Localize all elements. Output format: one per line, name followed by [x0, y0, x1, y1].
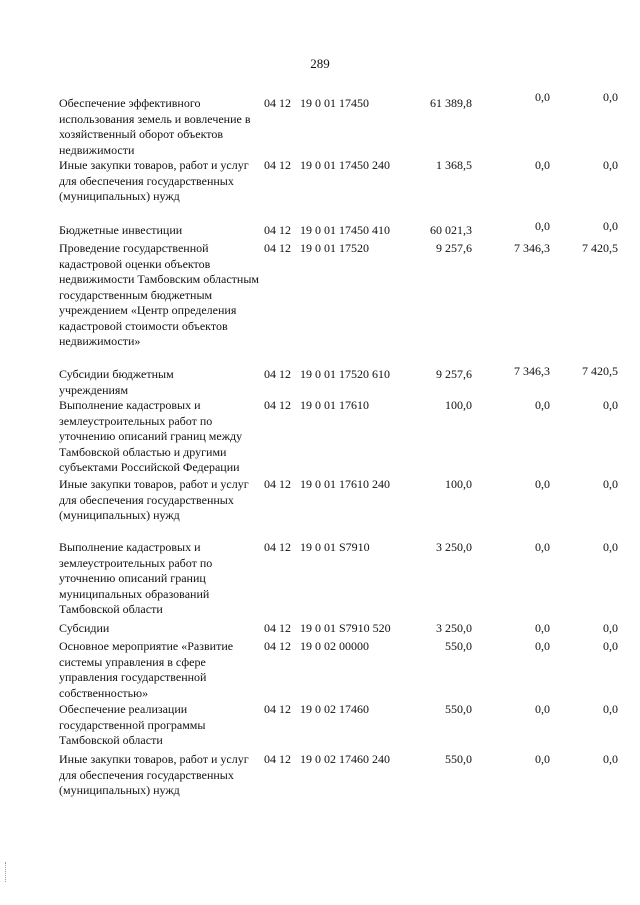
target-code: 19 0 02 17460 240	[300, 752, 390, 766]
amount-2024: 0,0	[603, 540, 618, 554]
amount-2024: 7 420,5	[582, 241, 618, 255]
section-code: 04 12	[264, 752, 291, 766]
amount-2022: 550,0	[445, 702, 472, 716]
section-code: 04 12	[264, 367, 291, 381]
amount-2024: 0,0	[603, 219, 618, 233]
amount-2023: 0,0	[535, 90, 550, 104]
target-code: 19 0 01 17450 410	[300, 223, 390, 237]
target-code: 19 0 01 S7910 520	[300, 621, 391, 635]
amount-2022: 550,0	[445, 752, 472, 766]
amount-2022: 3 250,0	[436, 540, 472, 554]
amount-2024: 0,0	[603, 702, 618, 716]
amount-2023: 0,0	[535, 477, 550, 491]
row-name: Иные закупки товаров, работ и услуг для обеспечения государственных (муниципальных) нужд	[59, 158, 249, 203]
amount-2022: 100,0	[445, 398, 472, 412]
amount-2022: 9 257,6	[436, 367, 472, 381]
row-name: Субсидии бюджетным учреждениям	[59, 367, 174, 397]
amount-2024: 7 420,5	[582, 364, 618, 378]
section-code: 04 12	[264, 621, 291, 635]
amount-2022: 3 250,0	[436, 621, 472, 635]
section-code: 04 12	[264, 158, 291, 172]
amount-2022: 100,0	[445, 477, 472, 491]
row-name: Выполнение кадастровых и землеустроительных работ по уточнению описаний границ между Тамбовской областью и другими субъектами Российской Федерации	[59, 398, 243, 474]
row-name: Обеспечение эффективного использования земель и вовлечение в хозяйственный оборот объектов недвижимости	[59, 96, 251, 157]
amount-2023: 0,0	[535, 639, 550, 653]
amount-2022: 61 389,8	[430, 96, 472, 110]
amount-2022: 60 021,3	[430, 223, 472, 237]
amount-2023: 7 346,3	[514, 241, 550, 255]
section-code: 04 12	[264, 702, 291, 716]
row-name: Выполнение кадастровых и землеустроительных работ по уточнению описаний границ муниципальных образований Тамбовской области	[59, 540, 213, 616]
amount-2023: 0,0	[535, 540, 550, 554]
section-code: 04 12	[264, 540, 291, 554]
amount-2023: 7 346,3	[514, 364, 550, 378]
row-name: Субсидии	[59, 621, 110, 635]
amount-2023: 0,0	[535, 621, 550, 635]
page-number: 289	[310, 56, 330, 71]
row-name: Бюджетные инвестиции	[59, 223, 183, 237]
amount-2022: 9 257,6	[436, 241, 472, 255]
section-code: 04 12	[264, 241, 291, 255]
section-code: 04 12	[264, 639, 291, 653]
row-name: Основное мероприятие «Развитие системы управления в сфере управления государственной собственностью»	[59, 639, 234, 700]
row-name: Проведение государственной кадастровой оценки объектов недвижимости Тамбовским областным государственным бюджетным учреждением «Центр определения кадастровой стоимости объектов недвижимости»	[59, 241, 259, 348]
target-code: 19 0 01 17450 240	[300, 158, 390, 172]
amount-2023: 0,0	[535, 702, 550, 716]
target-code: 19 0 01 17610	[300, 398, 369, 412]
amount-2024: 0,0	[603, 90, 618, 104]
amount-2024: 0,0	[603, 752, 618, 766]
target-code: 19 0 02 00000	[300, 639, 369, 653]
section-code: 04 12	[264, 398, 291, 412]
amount-2023: 0,0	[535, 398, 550, 412]
amount-2023: 0,0	[535, 752, 550, 766]
target-code: 19 0 01 17520 610	[300, 367, 390, 381]
target-code: 19 0 01 17450	[300, 96, 369, 110]
amount-2024: 0,0	[603, 639, 618, 653]
target-code: 19 0 01 17610 240	[300, 477, 390, 491]
amount-2024: 0,0	[603, 621, 618, 635]
amount-2023: 0,0	[535, 219, 550, 233]
amount-2024: 0,0	[603, 477, 618, 491]
row-name: Иные закупки товаров, работ и услуг для обеспечения государственных (муниципальных) нужд	[59, 477, 249, 522]
amount-2022: 550,0	[445, 639, 472, 653]
row-name: Обеспечение реализации государственной программы Тамбовской области	[59, 702, 206, 747]
section-code: 04 12	[264, 477, 291, 491]
target-code: 19 0 01 17520	[300, 241, 369, 255]
amount-2022: 1 368,5	[436, 158, 472, 172]
row-name: Иные закупки товаров, работ и услуг для обеспечения государственных (муниципальных) нужд	[59, 752, 249, 797]
section-code: 04 12	[264, 96, 291, 110]
section-code: 04 12	[264, 223, 291, 237]
target-code: 19 0 01 S7910	[300, 540, 370, 554]
target-code: 19 0 02 17460	[300, 702, 369, 716]
amount-2024: 0,0	[603, 398, 618, 412]
amount-2023: 0,0	[535, 158, 550, 172]
scan-margin-mark	[5, 862, 8, 882]
amount-2024: 0,0	[603, 158, 618, 172]
